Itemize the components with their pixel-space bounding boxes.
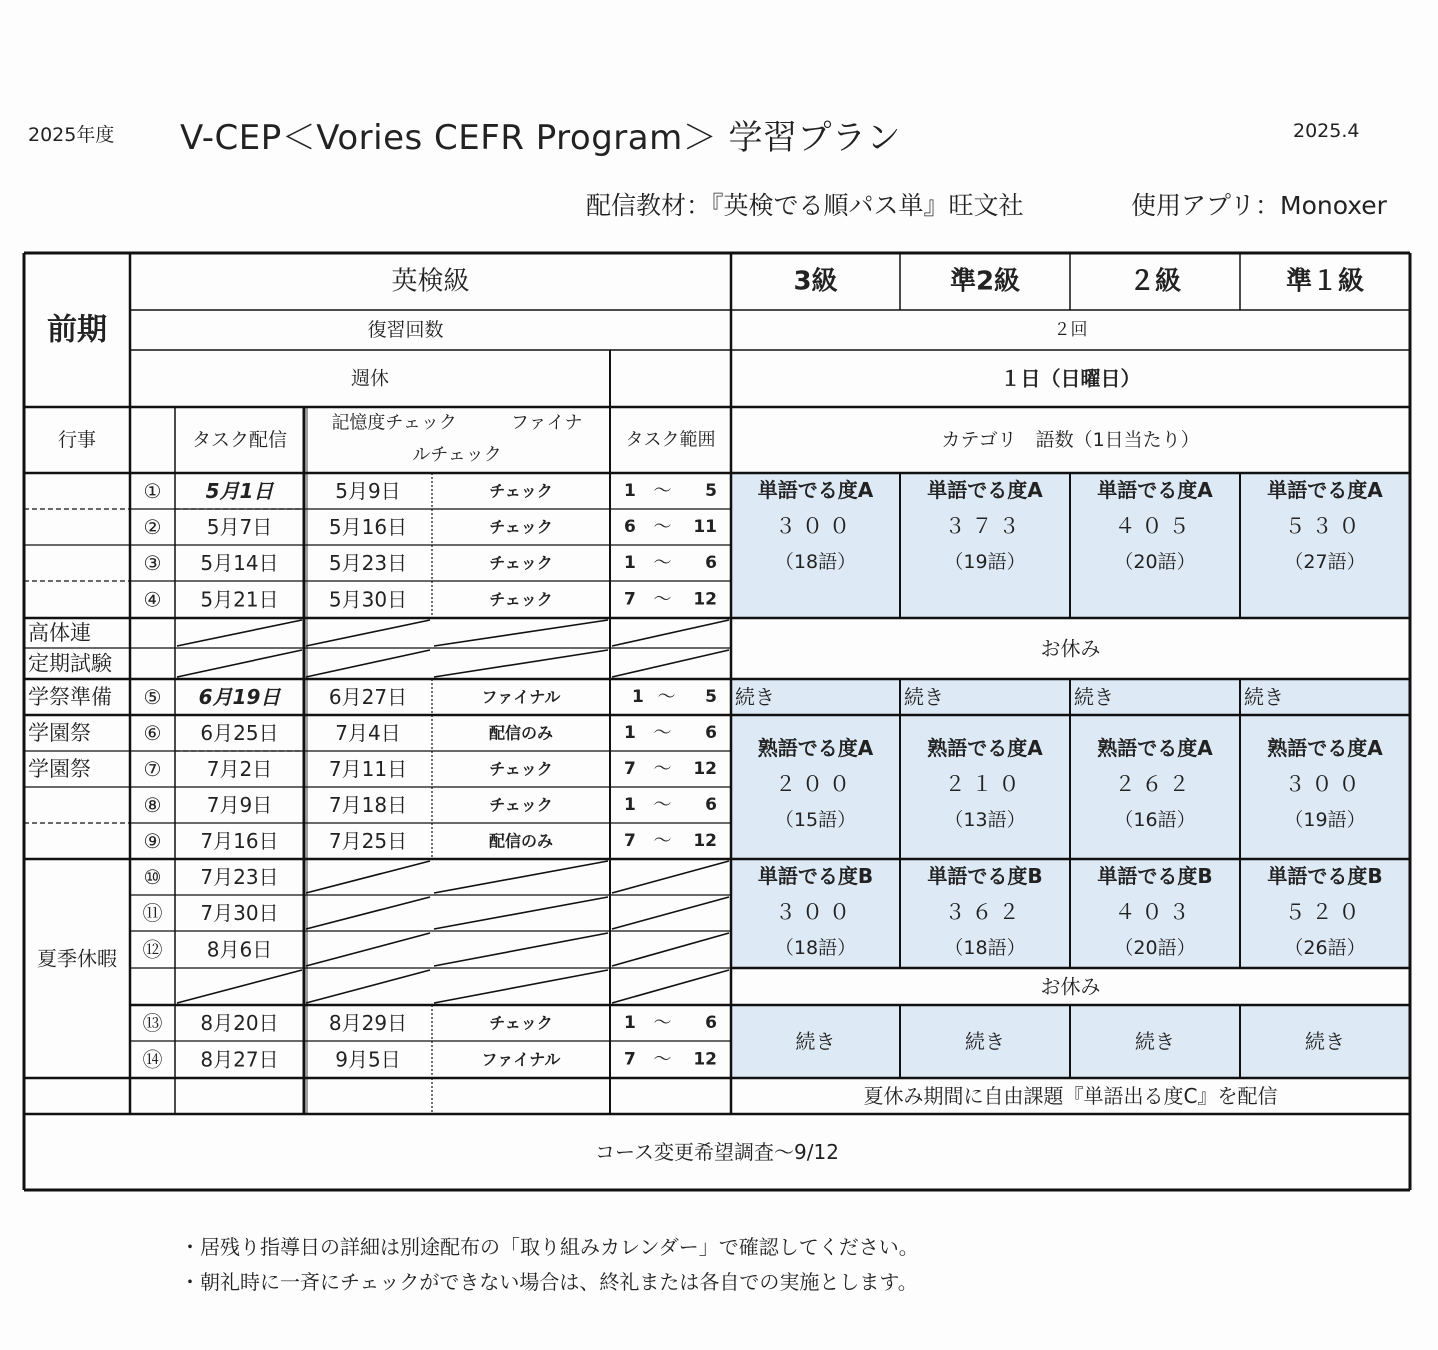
task-number: ② <box>143 515 162 539</box>
word-a-per-day: （18語） <box>774 551 857 573</box>
strike-diagonal <box>306 861 430 893</box>
range-tilde: 〜 <box>653 480 672 502</box>
word-b-title: 単語でる度B <box>927 864 1043 888</box>
delivery-date: 7月2日 <box>206 757 273 781</box>
range-tilde: 〜 <box>653 1012 672 1034</box>
rest-label-1: お休み <box>1040 636 1101 661</box>
continue-1: 続き <box>1074 685 1114 709</box>
range-from: 7 <box>624 759 636 779</box>
continue-1: 続き <box>735 685 775 709</box>
check-date: 8月29日 <box>328 1011 408 1035</box>
issue-date: 2025.4 <box>1293 120 1360 142</box>
idiom-a-per-day: （13語） <box>944 809 1026 831</box>
strike-diagonal <box>306 970 430 1003</box>
word-a-count: ３００ <box>775 514 856 538</box>
continue-2: 続き <box>1305 1029 1345 1054</box>
range-tilde: 〜 <box>653 1049 672 1070</box>
task-number: ⑩ <box>143 865 162 889</box>
range-tilde: 〜 <box>653 589 672 610</box>
word-b-title: 単語でる度B <box>1097 864 1213 888</box>
strike-diagonal <box>434 620 608 646</box>
strike-diagonal <box>306 897 430 929</box>
word-a-title: 単語でる度A <box>757 478 874 502</box>
check-type: チェック <box>489 553 553 573</box>
word-b-per-day: （20語） <box>1114 937 1196 959</box>
range-from: 1 <box>632 687 644 707</box>
note-line-1: ・居残り指導日の詳細は別途配布の「取り組みカレンダー」で確認してください。 <box>180 1235 919 1259</box>
event-cell: 学園祭 <box>28 721 91 745</box>
strike-diagonal <box>612 650 729 677</box>
task-number: ⑤ <box>143 685 162 709</box>
word-b-count: ３６２ <box>944 900 1026 924</box>
check-type: チェック <box>489 590 553 609</box>
task-number: ⑭ <box>142 1047 163 1072</box>
word-a-title: 単語でる度A <box>1267 478 1383 502</box>
fiscal-year: 2025年度 <box>28 124 115 146</box>
continue-2: 続き <box>1135 1029 1175 1054</box>
word-a-title: 単語でる度A <box>927 478 1043 502</box>
range-from: 7 <box>624 831 636 851</box>
range-from: 6 <box>624 517 636 537</box>
continue-1: 続き <box>904 685 944 709</box>
delivery-date: 6月19日 <box>198 685 281 709</box>
strike-diagonal <box>612 897 729 929</box>
range-from: 1 <box>624 1013 636 1033</box>
task-number: ⑪ <box>142 901 163 925</box>
strike-diagonal <box>306 650 430 677</box>
idiom-a-count: ２００ <box>775 772 856 796</box>
check-type: チェック <box>489 759 553 779</box>
delivery-date: 7月30日 <box>200 901 279 925</box>
col-memory-check: 記憶度チェック ファイナ <box>331 412 583 434</box>
col-event: 行事 <box>57 429 97 451</box>
check-type: チェック <box>489 1013 553 1033</box>
app-label: 使用アプリ：Monoxer <box>1131 191 1387 220</box>
strike-diagonal <box>177 620 302 646</box>
check-date: 9月5日 <box>335 1047 401 1072</box>
grade-3-header: 準１級 <box>1285 266 1365 297</box>
word-a-count: ４０５ <box>1114 514 1196 538</box>
continue-2: 続き <box>795 1029 836 1054</box>
strike-diagonal <box>434 897 608 929</box>
task-number: ⑥ <box>143 721 162 745</box>
check-date: 6月27日 <box>328 685 408 709</box>
delivery-date: 5月1日 <box>205 479 274 503</box>
course-survey: コース変更希望調査〜9/12 <box>595 1140 839 1164</box>
delivery-date: 7月23日 <box>200 865 279 889</box>
summer-label: 夏季休暇 <box>37 946 117 971</box>
strike-diagonal <box>434 650 608 677</box>
strike-diagonal <box>612 620 729 646</box>
delivery-date: 8月27日 <box>200 1047 279 1072</box>
task-number: ① <box>143 479 162 503</box>
idiom-a-count: ２６２ <box>1114 772 1196 796</box>
col-task-range: タスク範囲 <box>625 429 716 451</box>
free-task-label: 夏休み期間に自由課題『単語出る度C』を配信 <box>863 1084 1278 1108</box>
strike-diagonal <box>177 970 302 1003</box>
material-label: 配信教材：『英検でる順パス単』旺文社 <box>586 191 1024 220</box>
word-b-count: ４０３ <box>1114 900 1196 924</box>
range-to: 6 <box>705 795 717 815</box>
range-to: 5 <box>705 481 717 501</box>
word-b-per-day: （18語） <box>774 937 857 959</box>
task-number: ⑦ <box>143 757 162 781</box>
strike-diagonal <box>306 933 430 966</box>
task-number: ④ <box>143 587 162 612</box>
word-b-count: ５２０ <box>1284 900 1366 924</box>
word-a-count: ３７３ <box>944 514 1026 538</box>
idiom-a-per-day: （16語） <box>1114 809 1196 831</box>
event-cell: 学園祭 <box>28 757 91 781</box>
delivery-date: 8月20日 <box>200 1011 279 1035</box>
range-from: 7 <box>624 589 636 610</box>
weekly-off-label: 週休 <box>350 367 390 390</box>
col-task-delivery: タスク配信 <box>191 429 288 451</box>
word-a-per-day: （27語） <box>1284 551 1366 573</box>
range-from: 1 <box>624 723 636 743</box>
word-b-per-day: （26語） <box>1284 937 1366 959</box>
event-cell: 高体連 <box>28 621 91 645</box>
delivery-date: 5月21日 <box>200 587 279 612</box>
range-tilde: 〜 <box>653 552 672 574</box>
range-to: 12 <box>693 831 717 851</box>
word-b-count: ３００ <box>775 900 856 924</box>
eiken-label: 英検級 <box>391 266 470 297</box>
delivery-date: 7月9日 <box>206 793 273 817</box>
word-a-per-day: （19語） <box>944 551 1026 573</box>
idiom-a-title: 熟語でる度A <box>1267 736 1383 760</box>
range-from: 7 <box>624 1049 636 1070</box>
col-memory-check-cont: ルチェック <box>412 444 502 466</box>
strike-diagonal <box>177 650 302 677</box>
delivery-date: 5月7日 <box>206 515 273 539</box>
weekly-off-value: １日（日曜日） <box>1000 366 1141 391</box>
grade-2-header: ２級 <box>1128 266 1182 297</box>
task-number: ⑧ <box>143 793 162 817</box>
rest-label-2: お休み <box>1040 974 1101 999</box>
strike-diagonal <box>434 861 608 893</box>
word-b-per-day: （18語） <box>944 937 1026 959</box>
check-date: 5月16日 <box>328 515 408 539</box>
range-tilde: 〜 <box>653 516 672 538</box>
range-to: 11 <box>693 517 717 537</box>
idiom-a-per-day: （15語） <box>774 809 857 831</box>
review-value: ２回 <box>1053 320 1088 340</box>
range-from: 1 <box>624 553 636 573</box>
event-cell: 定期試験 <box>28 651 112 676</box>
range-to: 12 <box>693 1049 717 1070</box>
delivery-date: 8月6日 <box>206 937 273 962</box>
strike-diagonal <box>306 620 430 646</box>
strike-diagonal <box>612 861 729 893</box>
task-number: ⑬ <box>142 1011 163 1035</box>
check-type: チェック <box>489 795 553 815</box>
range-to: 6 <box>705 553 717 573</box>
check-date: 5月30日 <box>328 587 408 612</box>
word-b-title: 単語でる度B <box>1267 864 1383 888</box>
word-a-title: 単語でる度A <box>1097 478 1213 502</box>
range-tilde: 〜 <box>653 794 672 816</box>
strike-diagonal <box>612 970 729 1003</box>
grade-0-header: 3級 <box>793 266 838 297</box>
idiom-a-title: 熟語でる度A <box>757 736 874 760</box>
task-number: ⑨ <box>143 829 162 853</box>
page-title: V-CEP＜Vories CEFR Program＞ 学習プラン <box>180 118 902 158</box>
col-category: カテゴリ 語数（1日当たり） <box>941 429 1200 451</box>
range-tilde: 〜 <box>653 758 672 780</box>
check-type: チェック <box>489 481 553 501</box>
continue-2: 続き <box>965 1029 1005 1054</box>
strike-diagonal <box>434 933 608 966</box>
check-type: 配信のみ <box>488 723 554 743</box>
check-date: 7月11日 <box>328 757 408 781</box>
event-cell: 学祭準備 <box>28 685 112 709</box>
range-from: 1 <box>624 795 636 815</box>
idiom-a-title: 熟語でる度A <box>927 736 1043 760</box>
range-to: 6 <box>705 1013 717 1033</box>
note-line-2: ・朝礼時に一斉にチェックができない場合は、終礼または各自での実施とします。 <box>180 1270 918 1294</box>
range-to: 12 <box>693 759 717 779</box>
range-to: 5 <box>705 687 717 707</box>
strike-diagonal <box>434 970 608 1003</box>
check-date: 5月9日 <box>335 479 401 503</box>
idiom-a-per-day: （19語） <box>1284 809 1366 831</box>
range-to: 12 <box>693 589 717 610</box>
idiom-a-title: 熟語でる度A <box>1097 736 1213 760</box>
task-number: ⑫ <box>142 937 163 962</box>
range-to: 6 <box>705 723 717 743</box>
term-label: 前期 <box>47 312 107 348</box>
range-tilde: 〜 <box>653 722 672 744</box>
check-type: ファイナル <box>481 687 561 707</box>
delivery-date: 6月25日 <box>200 721 279 745</box>
word-b-title: 単語でる度B <box>757 864 874 888</box>
check-type: チェック <box>489 517 553 537</box>
word-a-count: ５３０ <box>1284 514 1366 538</box>
delivery-date: 5月14日 <box>200 551 279 575</box>
delivery-date: 7月16日 <box>200 829 279 853</box>
word-a-per-day: （20語） <box>1114 551 1196 573</box>
check-type: 配信のみ <box>488 831 554 851</box>
grade-1-header: 準2級 <box>949 266 1021 297</box>
task-number: ③ <box>143 551 162 575</box>
range-tilde: 〜 <box>653 830 672 852</box>
check-date: 5月23日 <box>328 551 408 575</box>
check-date: 7月4日 <box>335 721 401 745</box>
check-date: 7月25日 <box>328 829 408 853</box>
idiom-a-count: ２１０ <box>944 772 1026 796</box>
check-type: ファイナル <box>481 1050 561 1069</box>
range-tilde: 〜 <box>657 686 676 708</box>
check-date: 7月18日 <box>328 793 408 817</box>
review-label: 復習回数 <box>367 319 444 341</box>
continue-1: 続き <box>1244 685 1284 709</box>
idiom-a-count: ３００ <box>1284 772 1366 796</box>
range-from: 1 <box>624 481 636 501</box>
strike-diagonal <box>612 933 729 966</box>
